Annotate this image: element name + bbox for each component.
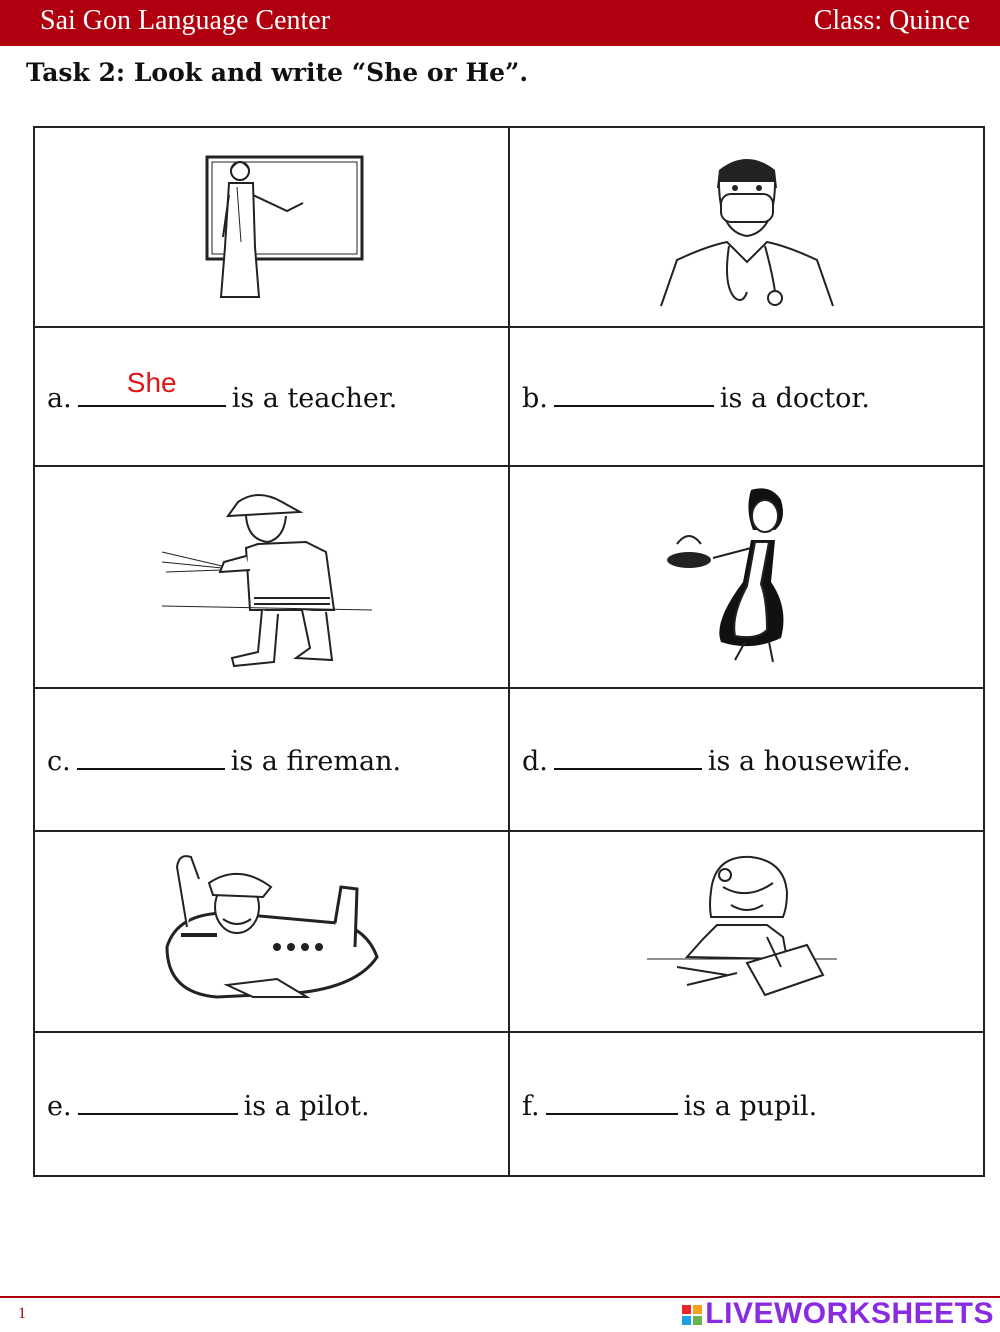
sentence-rest: is a doctor. [719,383,870,414]
sentence-d [510,742,983,777]
page-number: 1 [18,1305,26,1322]
class-label: Class: Quince [813,5,970,36]
exercise-table [33,126,985,1177]
sentence-rest: is a housewife. [707,746,911,777]
answer-blank-f[interactable] [546,1087,678,1115]
sentence-rest: is a pupil. [683,1090,818,1122]
center-name: Sai Gon Language Center [40,5,331,36]
sentence-rest: is a pilot. [243,1090,370,1122]
sentence-a [35,367,508,414]
sentence-cell-d [509,688,984,831]
sentence-e [35,1087,508,1122]
picture-cell-f [509,831,984,1032]
picture-cell-e [34,831,509,1032]
picture-cell-b [509,127,984,327]
sentence-rest: is a fireman. [230,746,402,777]
sentence-cell-b [509,327,984,466]
answer-text: She [126,367,177,398]
sentence-cell-f [509,1032,984,1176]
sentence-cell-a [34,327,509,466]
item-letter: b. [522,383,548,414]
answer-blank-e[interactable] [78,1087,238,1115]
sentence-c [35,742,508,777]
answer-blank-c[interactable] [77,742,225,770]
teacher-icon [35,147,508,307]
sentence-f [510,1087,983,1122]
picture-cell-d [509,466,984,688]
housewife-icon [510,482,983,672]
header-bar [0,0,1000,46]
item-letter: c. [47,746,71,777]
brand-text: LIVEWORKSHEETS [705,1297,994,1330]
sentence-cell-c [34,688,509,831]
item-letter: a. [47,383,72,414]
doctor-icon [510,142,983,312]
answer-blank-b[interactable] [554,379,714,407]
sentence-b [510,379,983,414]
item-letter: d. [522,746,548,777]
sentence-rest: is a teacher. [231,383,398,414]
item-letter: f. [522,1090,540,1122]
sentence-cell-e [34,1032,509,1176]
answer-blank-a[interactable] [78,367,226,407]
liveworksheets-logo-icon [681,1304,703,1326]
picture-cell-a [34,127,509,327]
answer-blank-d[interactable] [554,742,702,770]
task-title: Task 2: Look and write “She or He”. [26,58,529,87]
pupil-icon [510,847,983,1017]
picture-cell-c [34,466,509,688]
pilot-icon [35,847,508,1017]
liveworksheets-brand[interactable] [681,1297,994,1331]
fireman-icon [35,482,508,672]
item-letter: e. [47,1090,72,1122]
